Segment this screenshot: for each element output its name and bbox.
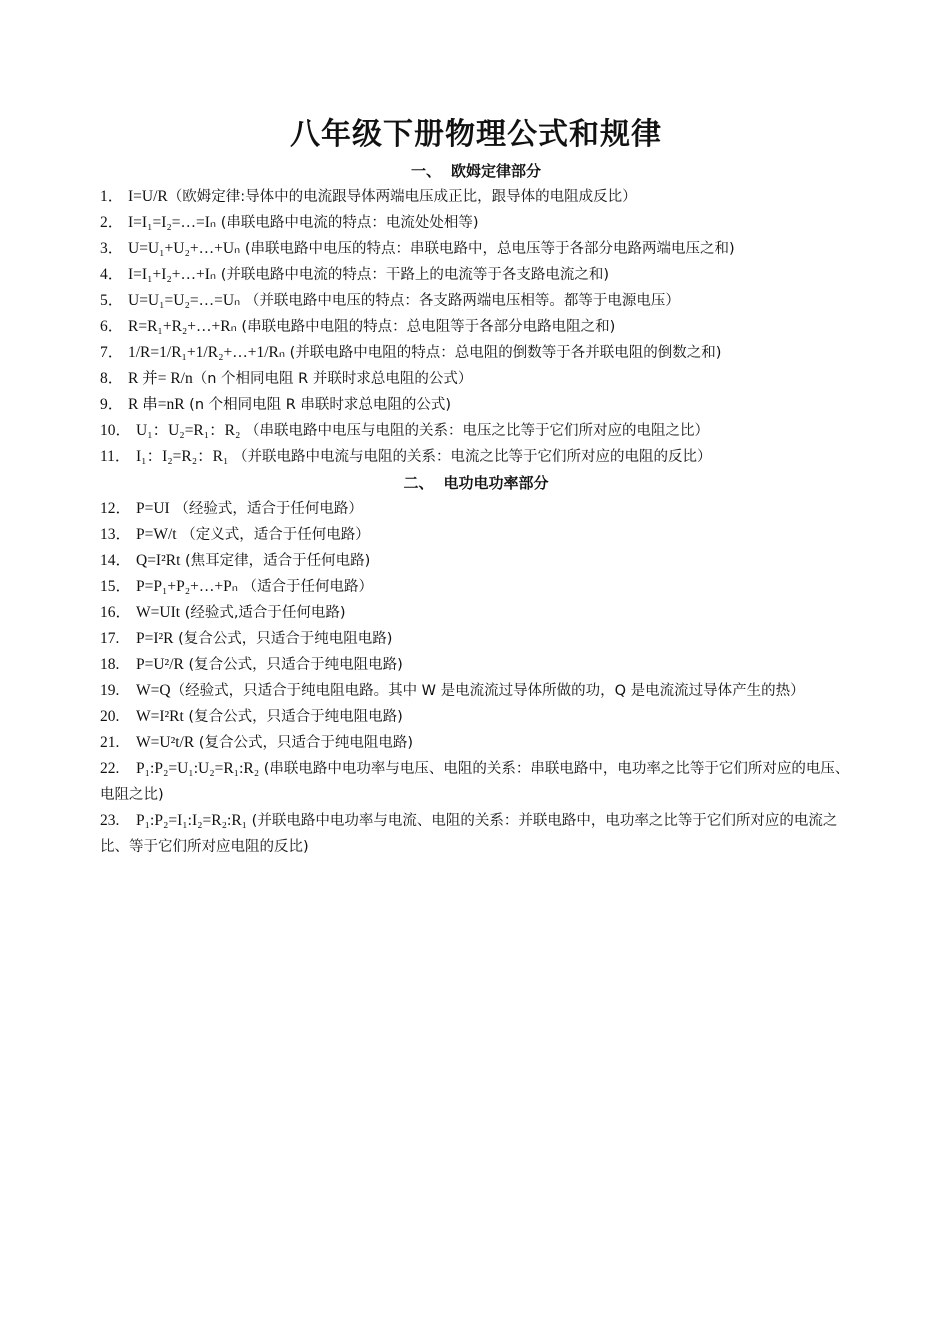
section-heading <box>100 158 852 184</box>
formula: I₁：I₂=R₂：R₁ <box>136 448 229 465</box>
formula: U=U₁+U₂+…+Uₙ <box>128 240 241 257</box>
section-number: 一、 <box>410 162 441 180</box>
formula-item <box>100 626 852 652</box>
formula-item <box>100 262 852 288</box>
formula-description: (焦耳定律，适合于任何电路) <box>180 553 371 569</box>
item-number: 14． <box>100 552 132 569</box>
formula-item <box>100 236 852 262</box>
formula: P=W/t <box>136 526 177 543</box>
formula-description: （串联电路中电压与电阻的关系：电压之比等于它们所对应的电阻之比） <box>240 423 710 439</box>
formula-description: (经验式,适合于任何电路) <box>180 605 346 621</box>
formula-item <box>100 522 852 548</box>
formula-description: (串联电路中电阻的特点：总电阻等于各部分电路电阻之和) <box>236 319 616 335</box>
page-title: 八年级下册物理公式和规律 <box>290 117 662 152</box>
item-number: 23. <box>100 812 120 829</box>
formula-item <box>100 184 852 210</box>
formula-item <box>100 210 852 236</box>
item-number: 4． <box>100 266 124 283</box>
item-number: 9． <box>100 396 124 413</box>
document-page <box>100 112 852 860</box>
formula-item <box>100 340 852 366</box>
formula-item <box>100 314 852 340</box>
formula-description: (复合公式，只适合于纯电阻电路) <box>183 657 403 673</box>
formula: R=R₁+R₂+…+Rₙ <box>128 318 237 335</box>
formula-description: （并联电路中电流与电阻的关系：电流之比等于它们所对应的电阻的反比） <box>228 449 712 465</box>
item-number: 18. <box>100 656 120 673</box>
formula-item <box>100 808 852 860</box>
section-title: 电功电功率部分 <box>443 474 549 492</box>
formula: R 串=nR <box>128 396 185 413</box>
formula-item <box>100 678 852 704</box>
item-number: 15． <box>100 578 132 595</box>
formula-item <box>100 756 852 808</box>
formula: P=UI <box>136 500 170 517</box>
item-number: 21. <box>100 734 120 751</box>
section-number: 二、 <box>403 474 434 492</box>
formula-item <box>100 730 852 756</box>
section-heading <box>100 470 852 496</box>
formula: W=U²t/R <box>136 734 195 751</box>
formula-description: (串联电路中电压的特点：串联电路中，总电压等于各部分电路两端电压之和) <box>240 241 735 257</box>
formula-item <box>100 548 852 574</box>
formula-item <box>100 496 852 522</box>
formula-description: （适合于任何电路） <box>237 579 374 595</box>
formula-item <box>100 288 852 314</box>
formula: 1/R=1/R₁+1/R₂+…+1/Rₙ <box>128 344 286 361</box>
formula-description: (复合公式，只适合于纯电阻电路) <box>183 709 403 725</box>
item-number: 1． <box>100 188 124 205</box>
formula-description: （经验式，只适合于纯电阻电路。其中 W 是电流流过导体所做的功，Q 是电流流过导体产生的热） <box>170 683 805 699</box>
item-number: 6． <box>100 318 124 335</box>
formula-description: (并联电路中电功率与电流、电阻的关系：并联电路中，电功率之比等于它们所对应的电流之比、等于它们所对应电阻的反比) <box>100 813 838 855</box>
formula: W=UIt <box>136 604 181 621</box>
formula-description: (串联电路中电流的特点：电流处处相等) <box>216 215 479 231</box>
formula-item <box>100 704 852 730</box>
formula-description: (复合公式，只适合于纯电阻电路) <box>173 631 393 647</box>
formula: W=I²Rt <box>136 708 184 725</box>
formula-item <box>100 600 852 626</box>
formula-item <box>100 418 852 444</box>
formula-description: （n 个相同电阻 R 并联时求总电阻的公式） <box>192 371 473 387</box>
formula: P₁:P₂=I₁:I₂=R₂:R₁ <box>136 812 248 829</box>
document-content <box>100 158 852 860</box>
formula: P=U²/R <box>136 656 184 673</box>
formula: U₁：U₂=R₁：R₂ <box>136 422 241 439</box>
formula-description: （经验式，适合于任何电路） <box>169 501 363 517</box>
formula: I=I₁+I₂+…+Iₙ <box>128 266 217 283</box>
formula: W=Q <box>136 682 171 699</box>
item-number: 2． <box>100 214 124 231</box>
formula: P=P₁+P₂+…+Pₙ <box>136 578 238 595</box>
item-number: 8． <box>100 370 124 387</box>
item-number: 13． <box>100 526 132 543</box>
item-number: 17. <box>100 630 120 647</box>
formula-description: (并联电路中电阻的特点：总电阻的倒数等于各并联电阻的倒数之和) <box>285 345 722 361</box>
formula-description: (复合公式，只适合于纯电阻电路) <box>194 735 414 751</box>
item-number: 10． <box>100 422 132 439</box>
formula-item <box>100 392 852 418</box>
formula: R 并= R/n <box>128 370 193 387</box>
item-number: 16． <box>100 604 132 621</box>
formula-item <box>100 652 852 678</box>
item-number: 20. <box>100 708 120 725</box>
item-number: 22. <box>100 760 120 777</box>
formula: Q=I²Rt <box>136 552 181 569</box>
formula: P₁:P₂=U₁:U₂=R₁:R₂ <box>136 760 260 777</box>
formula-item <box>100 574 852 600</box>
item-number: 12． <box>100 500 132 517</box>
formula-description: （并联电路中电压的特点：各支路两端电压相等。都等于电源电压） <box>240 293 680 309</box>
formula-description: (串联电路中电功率与电压、电阻的关系：串联电路中，电功率之比等于它们所对应的电压、电阻之比) <box>100 761 850 803</box>
formula-description: (并联电路中电流的特点：干路上的电流等于各支路电流之和) <box>216 267 610 283</box>
item-number: 11． <box>100 448 131 465</box>
formula-description: (n 个相同电阻 R 串联时求总电阻的公式) <box>184 397 452 413</box>
formula-description: （欧姆定律:导体中的电流跟导体两端电压成正比，跟导体的电阻成反比） <box>167 189 637 205</box>
section-title: 欧姆定律部分 <box>451 162 542 180</box>
item-number: 7． <box>100 344 124 361</box>
formula: U=U₁=U₂=…=Uₙ <box>128 292 241 309</box>
item-number: 5． <box>100 292 124 309</box>
item-number: 3． <box>100 240 124 257</box>
formula-item <box>100 444 852 470</box>
formula: P=I²R <box>136 630 174 647</box>
item-number: 19. <box>100 682 120 699</box>
formula-item <box>100 366 852 392</box>
formula-description: （定义式，适合于任何电路） <box>176 527 370 543</box>
formula: I=U/R <box>128 188 168 205</box>
formula: I=I₁=I₂=…=Iₙ <box>128 214 217 231</box>
